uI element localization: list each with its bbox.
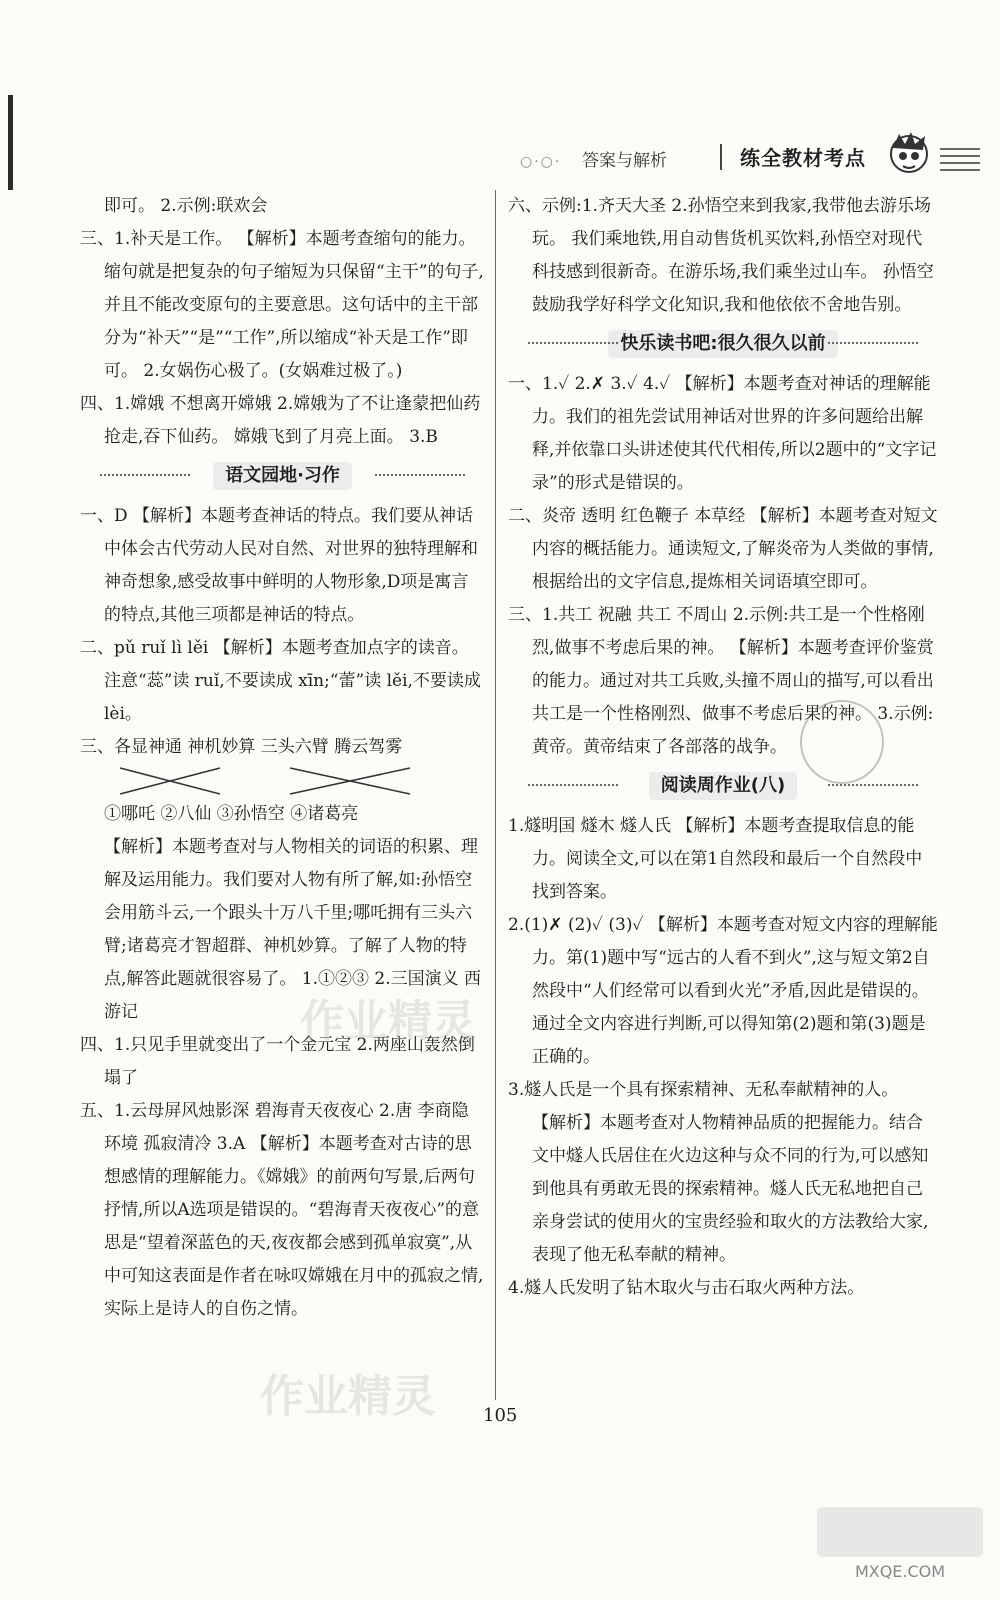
answer-paragraph: 即可。 2.示例:联欢会	[104, 196, 268, 216]
header-lines	[940, 148, 980, 172]
watermark: 作业精灵	[260, 1371, 436, 1422]
header-left-label: 答案与解析	[582, 151, 667, 171]
answer-paragraph: 三、各显神通 神机妙算 三头六臂 腾云驾雾	[80, 737, 403, 757]
page-edge	[8, 95, 13, 190]
section-heading	[508, 328, 938, 358]
section-heading	[508, 770, 938, 800]
answer-paragraph: 3.燧人氏是一个具有探索精神、无私奉献精神的人。	[508, 1080, 899, 1100]
page-number: 105	[483, 1405, 518, 1426]
svg-text:MXQE.COM: MXQE.COM	[854, 1562, 946, 1581]
answer-paragraph: 四、1.只见手里就变出了一个金元宝 2.两座山轰然倒塌了	[80, 1035, 475, 1088]
answer-paragraph: 六、示例:1.齐天大圣 2.孙悟空来到我家,我带他去游乐场玩。 我们乘地铁,用自动售货机买饮料,孙悟空对现代科技感到很新奇。在游乐场,我们乘坐过山车。 孙悟空鼓励我学好科学文化知识,我和他依依不舍地告别。	[508, 196, 934, 315]
answer-paragraph: 2.(1)✗ (2)✓ (3)✓ 【解析】本题考查对短文内容的理解能力。第(1)题中写“远古的人看不到火”,这与短文第2自然段中“人们经常可以看到火光”矛盾,因此是错误的。通过全文内容进行判断,可以得知第(2)题和第(3)题是正确的。	[508, 915, 938, 1067]
section-heading-text: 语文园地·习作	[213, 462, 352, 490]
answer-paragraph: 二、炎帝 透明 红色鞭子 本草经 【解析】本题考查对短文内容的概括能力。通读短文,了解炎帝为人类做的事情,根据给出的文字信息,提炼相关词语填空即可。	[508, 506, 938, 592]
answer-paragraph: 四、1.嫦娥 不想离开嫦娥 2.嫦娥为了不让逢蒙把仙药抢走,吞下仙药。 嫦娥飞到了月亮上面。 3.B	[80, 394, 481, 447]
answer-paragraph: 三、1.共工 祝融 共工 不周山 2.示例:共工是一个性格刚烈,做事不考虑后果的神。 【解析】本题考查评价鉴赏的能力。通过对共工兵败,头撞不周山的描写,可以看出共工是一个性格刚烈、做事不考虑后果的神。 3.示例:黄帝。黄帝结束了各部落的战争。	[508, 605, 934, 757]
answer-paragraph: 1.燧明国 燧木 燧人氏 【解析】本题考查提取信息的能力。阅读全文,可以在第1自然段和最后一个自然段中找到答案。	[508, 816, 923, 902]
mascot-icon	[885, 130, 933, 178]
matching-lines	[110, 764, 430, 798]
site-logo	[815, 1505, 985, 1585]
answer-paragraph: 五、1.云母屏风烛影深 碧海青天夜夜心 2.唐 李商隐 环境 孤寂清冷 3.A 【解析】本题考查对古诗的思想感情的理解能力。《嫦娥》的前两句写景,后两句抒情,所以A选项是错误的。“碧海青天夜夜心”的意思是“望着深蓝色的天,夜夜都会感到孤单寂寞”,从中可知这表面是作者在咏叹嫦娥在月中的孤寂之情,实际上是诗人的自伤之情。	[80, 1101, 484, 1319]
answer-paragraph: 4.燧人氏发明了钻木取火与击石取火两种方法。	[508, 1278, 865, 1298]
section-heading-text: 快乐读书吧:很久很久以前	[608, 330, 837, 358]
header-divider	[720, 144, 722, 170]
answer-paragraph: 【解析】本题考查对人物精神品质的把握能力。结合文中燧人氏居住在火边这种与众不同的行为,可以感知到他具有勇敢无畏的探索精神。燧人氏无私地把自己亲身尝试的使用火的宝贵经验和取火的方法教给大家,表现了他无私奉献的精神。	[532, 1113, 929, 1265]
answer-paragraph: ①哪吒 ②八仙 ③孙悟空 ④诸葛亮	[104, 804, 359, 824]
answer-paragraph: 一、1.✓ 2.✗ 3.✓ 4.✓ 【解析】本题考查对神话的理解能力。我们的祖先尝试用神话对世界的许多问题给出解释,并依靠口头讲述使其代代相传,所以2题中的“文字记录”的形式是错误的。	[508, 374, 937, 493]
watermark: 作业精灵	[300, 996, 476, 1047]
column-separator	[495, 190, 496, 1400]
answer-paragraph: 三、1.补天是工作。 【解析】本题考查缩句的能力。缩句就是把复杂的句子缩短为只保留“主干”的句子,并且不能改变原句的主要意思。这句话中的主干部分为“补天”“是”“工作”,所以缩成“补天是工作”即可。 2.女娲伤心极了。(女娲难过极了。)	[80, 229, 484, 381]
answer-paragraph: 二、pǔ ruǐ lì lěi 【解析】本题考查加点字的读音。注意“蕊”读 ruǐ,不要读成 xīn;“蕾”读 lěi,不要读成 lèi。	[80, 638, 487, 724]
stamp-icon	[800, 700, 884, 784]
decorative-dots: ○·○·	[520, 154, 562, 170]
header-right-label: 练全教材考点	[740, 146, 866, 170]
left-column	[80, 190, 485, 1326]
page-header	[520, 140, 990, 180]
answer-paragraph: 【解析】本题考查对与人物相关的词语的积累、理解及运用能力。我们要对人物有所了解,如:孙悟空会用筋斗云,一个跟头十万八千里;哪吒拥有三头六臂;诸葛亮才智超群、神机妙算。了解了人物的特点,解答此题就很容易了。 1.①②③ 2.三国演义 西游记	[104, 837, 482, 1022]
answer-paragraph: 一、D 【解析】本题考查神话的特点。我们要从神话中体会古代劳动人民对自然、对世界的独特理解和神奇想象,感受故事中鲜明的人物形象,D项是寓言的特点,其他三项都是神话的特点。	[80, 506, 478, 625]
section-heading	[80, 460, 485, 490]
section-heading-text: 阅读周作业(八)	[649, 772, 797, 800]
